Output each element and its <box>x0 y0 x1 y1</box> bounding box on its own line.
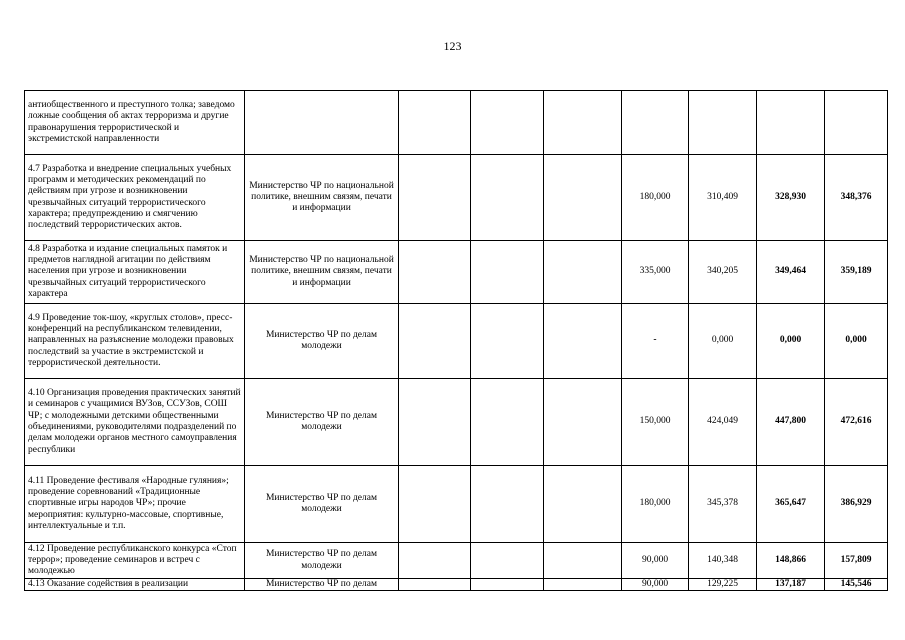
value-2014 <box>689 91 757 155</box>
measure-description: 4.13 Оказание содействия в реализации <box>25 579 245 591</box>
executor-cell: Министерство ЧР по делам молодежи <box>245 304 399 379</box>
value-2014: 310,409 <box>689 155 757 241</box>
value-2016: 359,189 <box>825 241 888 304</box>
empty-cell <box>399 91 471 155</box>
value-2014: 424,049 <box>689 379 757 466</box>
empty-cell <box>471 241 544 304</box>
empty-cell <box>544 304 622 379</box>
measure-description: 4.12 Проведение республиканского конкурса «Стоп террор»; проведение семинаров и встреч с молодежью <box>25 543 245 579</box>
value-2013: 90,000 <box>622 543 689 579</box>
empty-cell <box>399 579 471 591</box>
empty-cell <box>471 543 544 579</box>
empty-cell <box>399 543 471 579</box>
table-row <box>25 379 888 466</box>
empty-cell <box>544 543 622 579</box>
executor-cell <box>245 91 399 155</box>
page-number: 123 <box>443 39 462 53</box>
value-2016: 0,000 <box>825 304 888 379</box>
value-2015: 328,930 <box>757 155 825 241</box>
value-2016: 386,929 <box>825 466 888 543</box>
value-2015 <box>757 91 825 155</box>
measure-description: 4.10 Организация проведения практических занятий и семинаров с учащимися ВУЗов, ССУЗов, СОШ ЧР; с молодежными детскими общественными объединениями, руководителями подразделений по делам молодежи органов местного самоуправления республики <box>25 379 245 466</box>
measure-description: 4.7 Разработка и внедрение специальных учебных программ и методических рекомендаций по действиям при угрозе и возникновении чрезвычайных ситуаций террористического характера; предупреждению и смягчению последствий террористических актов. <box>25 155 245 241</box>
value-2013 <box>622 91 689 155</box>
measure-description: 4.11 Проведение фестиваля «Народные гуляния»; проведение соревнований «Традиционные спортивные игры народов ЧР»; прочие мероприятия: культурно-массовые, спортивные, интеллектуальные и т.п. <box>25 466 245 543</box>
value-2015: 0,000 <box>757 304 825 379</box>
empty-cell <box>544 579 622 591</box>
value-2015: 137,187 <box>757 579 825 591</box>
value-2014: 340,205 <box>689 241 757 304</box>
table-row <box>25 543 888 579</box>
empty-cell <box>471 155 544 241</box>
empty-cell <box>399 466 471 543</box>
empty-cell <box>399 155 471 241</box>
value-2013: 150,000 <box>622 379 689 466</box>
measure-description: 4.8 Разработка и издание специальных памяток и предметов наглядной агитации по действиям населения при угрозе и возникновении чрезвычайных ситуаций террористического характера <box>25 241 245 304</box>
empty-cell <box>399 241 471 304</box>
value-2016: 472,616 <box>825 379 888 466</box>
value-2013: 180,000 <box>622 466 689 543</box>
executor-cell: Министерство ЧР по делам молодежи <box>245 379 399 466</box>
value-2014: 0,000 <box>689 304 757 379</box>
empty-cell <box>471 304 544 379</box>
empty-cell <box>471 91 544 155</box>
empty-cell <box>544 91 622 155</box>
measure-description: 4.9 Проведение ток-шоу, «круглых столов», пресс-конференций на республиканском телевидении, направленных на разъяснение молодежи правовых последствий за участие в экстремистской и террористической деятельности. <box>25 304 245 379</box>
value-2015: 365,647 <box>757 466 825 543</box>
value-2014: 129,225 <box>689 579 757 591</box>
executor-cell: Министерство ЧР по делам молодежи <box>245 543 399 579</box>
value-2016 <box>825 91 888 155</box>
executor-cell: Министерство ЧР по национальной политике, внешним связям, печати и информации <box>245 241 399 304</box>
empty-cell <box>544 466 622 543</box>
empty-cell <box>544 241 622 304</box>
executor-cell: Министерство ЧР по национальной политике, внешним связям, печати и информации <box>245 155 399 241</box>
table-row <box>25 155 888 241</box>
value-2016: 157,809 <box>825 543 888 579</box>
value-2013: 90,000 <box>622 579 689 591</box>
value-2013: 180,000 <box>622 155 689 241</box>
value-2013: - <box>622 304 689 379</box>
table-row <box>25 304 888 379</box>
empty-cell <box>399 304 471 379</box>
executor-cell: Министерство ЧР по делам молодежи <box>245 466 399 543</box>
value-2014: 140,348 <box>689 543 757 579</box>
value-2014: 345,378 <box>689 466 757 543</box>
value-2015: 349,464 <box>757 241 825 304</box>
empty-cell <box>471 379 544 466</box>
table-row <box>25 241 888 304</box>
empty-cell <box>399 379 471 466</box>
value-2016: 348,376 <box>825 155 888 241</box>
empty-cell <box>471 579 544 591</box>
program-measures-table <box>24 90 888 591</box>
value-2015: 447,800 <box>757 379 825 466</box>
value-2015: 148,866 <box>757 543 825 579</box>
empty-cell <box>544 155 622 241</box>
value-2013: 335,000 <box>622 241 689 304</box>
measure-description: антиобщественного и преступного толка; заведомо ложные сообщения об актах терроризма и другие правонарушения террористической и экстремистской направленности <box>25 91 245 155</box>
table-row <box>25 466 888 543</box>
value-2016: 145,546 <box>825 579 888 591</box>
empty-cell <box>471 466 544 543</box>
table-row <box>25 91 888 155</box>
table-row <box>25 579 888 591</box>
executor-cell: Министерство ЧР по делам <box>245 579 399 591</box>
empty-cell <box>544 379 622 466</box>
